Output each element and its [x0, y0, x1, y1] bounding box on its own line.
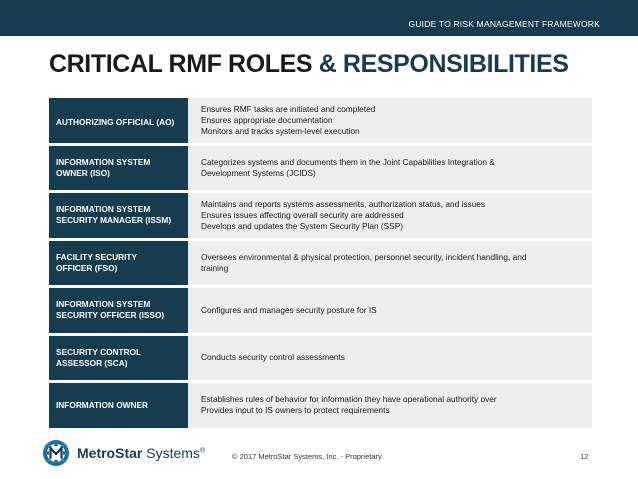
- table-row: [49, 336, 592, 384]
- metrostar-logo-icon: [41, 438, 71, 468]
- role-name: SECURITY CONTROL ASSESSOR (SCA): [49, 336, 188, 384]
- logo-suffix: Systems: [142, 445, 200, 461]
- role-name: AUTHORIZING OFFICIAL (AO): [49, 98, 188, 146]
- logo-brand: MetroStar: [77, 445, 143, 461]
- description-line: Provides input to IS owners to protect requirements: [201, 405, 390, 416]
- description-line: Ensures issues affecting overall security are addressed: [201, 209, 404, 220]
- role-description: [188, 146, 592, 194]
- table-row: [49, 98, 592, 146]
- description-line: Development Systems (JCIDS): [201, 167, 316, 178]
- description-line: Categorizes systems and documents them in the Joint Capabilities Integration &: [201, 156, 495, 167]
- description-line: Establishes rules of behavior for information they have operational authority over: [201, 394, 497, 405]
- description-line: Ensures appropriate documentation: [201, 115, 333, 125]
- role-name: INFORMATION OWNER: [49, 383, 188, 431]
- table-row: [49, 383, 592, 431]
- page-title-main: CRITICAL RMF ROLES: [49, 50, 319, 78]
- page-number: 12: [580, 452, 589, 461]
- table-row: [49, 288, 592, 336]
- description-line: Maintains and reports systems assessments, authorization status, and issues: [201, 198, 486, 209]
- page-title-accent: & RESPONSIBILITIES: [318, 50, 569, 78]
- description-line: Develops and updates the System Security Plan (SSP): [201, 220, 403, 231]
- company-logo: [41, 438, 205, 468]
- description-line: Conducts security control assessments: [201, 352, 345, 363]
- header-bar: [0, 0, 638, 36]
- role-name: INFORMATION SYSTEM OWNER (ISO): [49, 146, 188, 194]
- logo-wordmark: [77, 445, 205, 461]
- copyright-text: © 2017 MetroStar Systems, Inc. - Proprietary: [232, 452, 382, 461]
- role-description: [188, 383, 592, 431]
- page-title: [49, 50, 569, 79]
- description-line: Oversees environmental & physical protection, personnel security, incident handling, and: [201, 251, 527, 262]
- role-description: [188, 241, 592, 289]
- description-line: Configures and manages security posture for IS: [201, 304, 377, 315]
- registered-mark: ®: [199, 447, 206, 455]
- role-name: INFORMATION SYSTEM SECURITY MANAGER (ISSM): [49, 193, 188, 241]
- role-description: [188, 288, 592, 336]
- description-line: Ensures RMF tasks are initiated and completed: [201, 104, 376, 114]
- framework-label: GUIDE TO RISK MANAGEMENT FRAMEWORK: [408, 19, 600, 29]
- role-name: INFORMATION SYSTEM SECURITY OFFICER (ISSO): [49, 288, 188, 336]
- role-description: [188, 98, 592, 146]
- table-row: [49, 193, 592, 241]
- role-description: [188, 193, 592, 241]
- roles-table: [49, 98, 592, 431]
- table-row: [49, 241, 592, 289]
- table-row: [49, 146, 592, 194]
- role-description: [188, 336, 592, 384]
- description-line: Monitors and tracks system-level execution: [201, 126, 360, 136]
- role-name: FACILITY SECURITY OFFICER (FSO): [49, 241, 188, 289]
- description-line: training: [201, 262, 229, 273]
